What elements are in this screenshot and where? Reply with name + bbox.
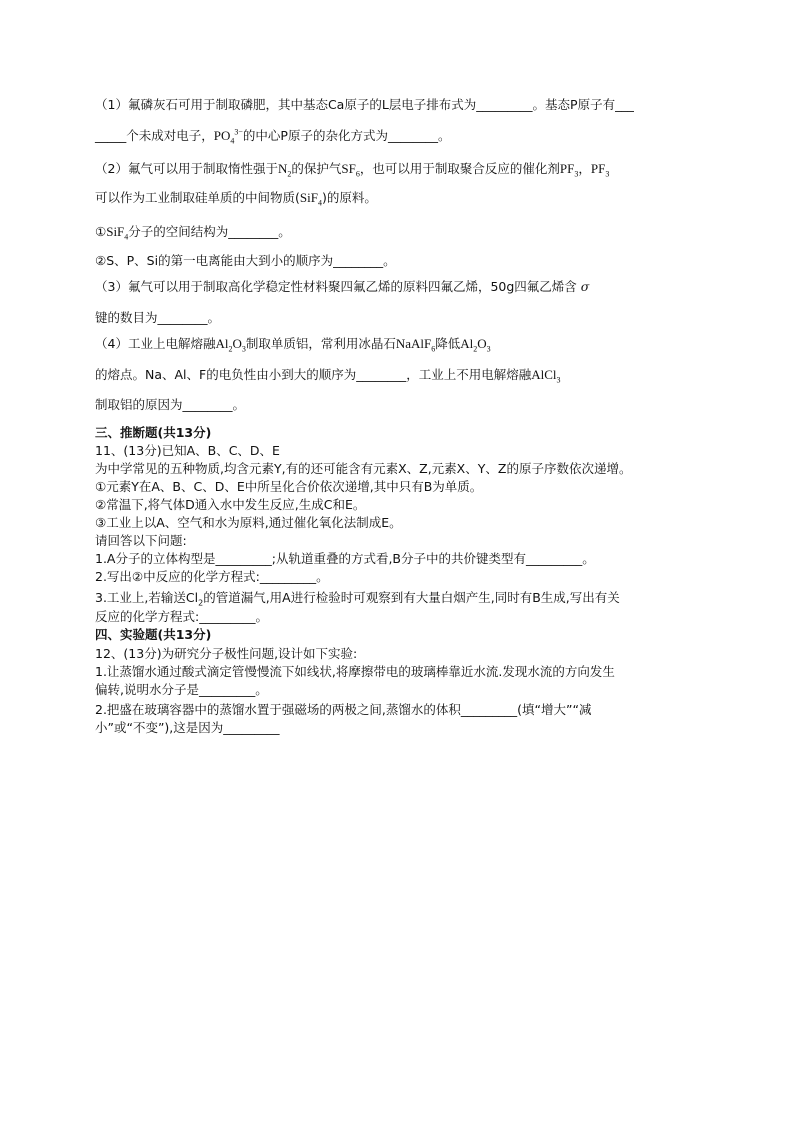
q2-item-2 bbox=[95, 253, 396, 269]
q1-text-3: 的中心P原子的杂化方式为________。 bbox=[242, 128, 451, 143]
sif4-formula: SiF$_4$ bbox=[299, 190, 322, 208]
q2-line-2 bbox=[95, 190, 377, 206]
q3-text: （3）氟气可以用于制取高化学稳定性材料聚四氟乙烯的原料四氟乙烯，50g四氟乙烯含 bbox=[95, 279, 577, 294]
sec3-line-7: 1.A分子的立体构型是_________;从轨道重叠的方式看,B分子中的共价键类型有_________。 bbox=[95, 551, 595, 566]
q1-text-2: _____个未成对电子， bbox=[95, 128, 214, 143]
sif4-formula-2: SiF$_4$ bbox=[106, 224, 129, 242]
sec3-line-6: 请回答以下问题: bbox=[95, 533, 187, 548]
q1-line-2 bbox=[95, 128, 450, 144]
sec3-line-10: 反应的化学方程式:_________。 bbox=[95, 609, 268, 624]
q2-text: （2）氟气可以用于制取惰性强于 bbox=[95, 161, 278, 176]
q4-line-3 bbox=[95, 397, 245, 413]
sec3-line-3: ①元素Y在A、B、C、D、E中所呈化合价依次递增,其中只有B为单质。 bbox=[95, 479, 483, 494]
sec3-line-9-b: 的管道漏气,用A进行检验时可观察到有大量白烟产生,同时有B生成,写出有关 bbox=[203, 590, 620, 605]
cl2-subscript: 2 bbox=[198, 598, 204, 608]
sigma-symbol: σ bbox=[580, 279, 590, 294]
section-3-heading: 三、推断题(共13分) bbox=[95, 425, 212, 440]
sec3-line-9-a: 3.工业上,若输送Cl bbox=[95, 590, 199, 605]
sec3-line-8: 2.写出②中反应的化学方程式:_________。 bbox=[95, 569, 329, 584]
q2-text-e: 可以作为工业制取硅单质的中间物质( bbox=[95, 190, 300, 205]
sec4-line-5: 小”或“不变”),这是因为_________ bbox=[95, 720, 280, 735]
al2o3-formula-2: $Al_2O_3$ bbox=[460, 336, 491, 354]
sec4-line-2: 1.让蒸馏水通过酸式滴定管慢慢流下如线状,将摩擦带电的玻璃棒靠近水流.发现水流的方向发生 bbox=[95, 664, 615, 679]
sec4-line-3: 偏转,说明水分子是_________。 bbox=[95, 682, 268, 697]
sec4-line-1: 12、(13分)为研究分子极性问题,设计如下实验: bbox=[95, 646, 358, 661]
q3-text-2: 键的数目为________。 bbox=[95, 310, 221, 325]
al2o3-formula: $Al_2O_3$ bbox=[215, 336, 246, 354]
q4-text: （4）工业上电解熔融 bbox=[95, 336, 216, 351]
q2-item-1-marker: ① bbox=[95, 224, 107, 239]
q4-text-d: 的熔点。Na、Al、F的电负性由小到大的顺序为________，工业上不用电解熔融 bbox=[95, 367, 532, 382]
q2-text-d: ， bbox=[578, 161, 591, 176]
sec3-line-9 bbox=[95, 590, 620, 606]
q1-text: （1）氟磷灰石可用于制取磷肥，其中基态Ca原子的L层电子排布式为_________。基态P原子有___ bbox=[95, 97, 634, 112]
sec3-line-1: 11、(13分)已知A、B、C、D、E bbox=[95, 443, 280, 458]
q1-line-1 bbox=[95, 97, 634, 113]
sec4-line-4: 2.把盛在玻璃容器中的蒸馏水置于强磁场的两极之间,蒸馏水的体积_________(填“增大”“减 bbox=[95, 702, 592, 717]
sec3-line-2: 为中学常见的五种物质,均含元素Y,有的还可能含有元素X、Z,元素X、Y、Z的原子序数依次递增。 bbox=[95, 461, 632, 476]
alcl3-formula: AlCl$_3$ bbox=[531, 367, 561, 385]
q2-text-c: ，也可以用于制取聚合反应的催化剂 bbox=[359, 161, 560, 176]
sf6-formula: $SF_6$ bbox=[341, 161, 360, 179]
q3-line-2 bbox=[95, 310, 220, 326]
q4-line-1 bbox=[95, 336, 491, 352]
q2-text-f: )的原料。 bbox=[321, 190, 377, 205]
n2-formula: $N_2$ bbox=[277, 161, 292, 179]
q4-text-e: 制取铝的原因为________。 bbox=[95, 397, 246, 412]
q3-line-1 bbox=[95, 279, 589, 295]
na3alf6-formula: NaAlF$_6$ bbox=[395, 336, 436, 354]
section-4-heading: 四、实验题(共13分) bbox=[95, 627, 212, 642]
q2-item-2-text: ②S、P、Si的第一电离能由大到小的顺序为________。 bbox=[95, 253, 396, 268]
sec3-line-5: ③工业上以A、空气和水为原料,通过催化氧化法制成E。 bbox=[95, 515, 402, 530]
q2-text-b: 的保护气 bbox=[291, 161, 342, 176]
q2-item-1 bbox=[95, 224, 291, 240]
q2-item-1-text: 分子的空间结构为________。 bbox=[128, 224, 291, 239]
sec3-line-4: ②常温下,将气体D通入水中发生反应,生成C和E。 bbox=[95, 497, 366, 512]
q4-text-c: 降低 bbox=[435, 336, 461, 351]
q4-line-2 bbox=[95, 367, 561, 383]
po4-formula: $PO_4^{3-}$ bbox=[213, 127, 243, 146]
pf3-formula-2: $PF_3$ bbox=[590, 161, 610, 179]
pf3-formula: $PF_3$ bbox=[559, 161, 579, 179]
q2-line-1 bbox=[95, 161, 609, 177]
q4-text-b: 制取单质铝，常利用冰晶石 bbox=[245, 336, 396, 351]
